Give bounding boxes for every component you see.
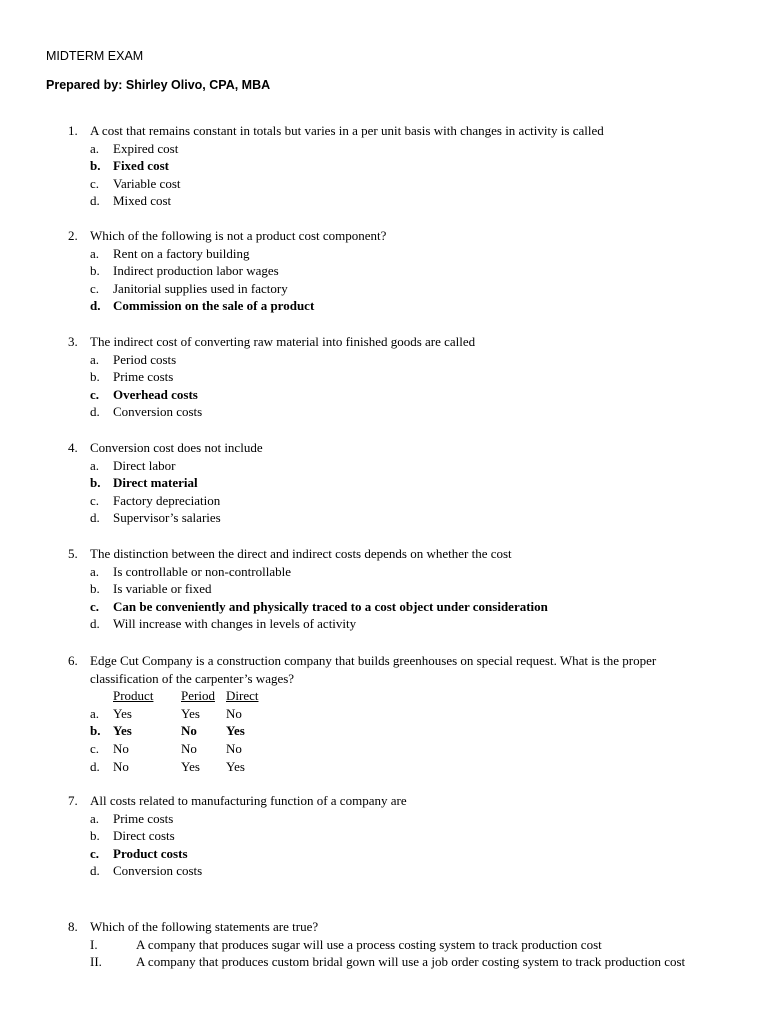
option-c-correct: c. Product costs (90, 845, 188, 861)
option-b: b. Direct costs (90, 828, 175, 844)
question-text-line-1: Edge Cut Company is a construction company that builds greenhouses on special request. What is the proper (90, 653, 657, 668)
option-b: b. Prime costs (90, 369, 174, 385)
question-text: Conversion cost does not include (90, 440, 263, 455)
header-period: Period (181, 688, 215, 704)
statement-2: II. A company that produces custom bridal gown will use a job order costing system to track production cost (90, 954, 686, 970)
question-5 (0, 545, 768, 633)
question-text: Which of the following statements are true? (90, 919, 319, 934)
prepared-by: Prepared by: Shirley Olivo, CPA, MBA (46, 78, 271, 92)
option-c-correct: c. Overhead costs (90, 386, 198, 402)
question-number: 1. (68, 123, 78, 138)
question-2 (0, 227, 768, 315)
option-d: d. Supervisor’s salaries (90, 510, 221, 526)
option-a: a. Period costs (90, 351, 177, 367)
option-c-correct: c. Can be conveniently and physically traced to a cost object under consideration (90, 598, 548, 614)
option-a: a. Direct labor (90, 457, 176, 473)
question-6 (0, 652, 768, 775)
question-3 (0, 333, 768, 421)
option-c: c. Variable cost (90, 175, 181, 191)
question-number: 2. (68, 228, 78, 243)
question-number: 5. (68, 546, 78, 561)
option-b: b. Indirect production labor wages (90, 263, 279, 279)
question-8 (0, 918, 768, 971)
question-4 (0, 439, 768, 527)
question-number: 4. (68, 440, 78, 455)
option-d: d. No Yes Yes (90, 758, 245, 774)
option-c: c. Factory depreciation (90, 492, 221, 508)
question-text: All costs related to manufacturing function of a company are (90, 793, 407, 808)
option-b-correct: b. Yes No Yes (90, 723, 245, 739)
question-text: The distinction between the direct and indirect costs depends on whether the cost (90, 546, 512, 561)
header-product: Product (113, 688, 154, 704)
table-header-row (0, 687, 768, 705)
question-number: 7. (68, 793, 78, 808)
exam-title: MIDTERM EXAM (46, 49, 144, 63)
option-a: a. Rent on a factory building (90, 245, 250, 261)
option-b: b. Is variable or fixed (90, 581, 212, 597)
option-a: a. Is controllable or non-controllable (90, 563, 291, 579)
option-a: a. Yes Yes No (90, 705, 242, 721)
question-number: 8. (68, 919, 78, 934)
option-b-correct: b. Fixed cost (90, 158, 169, 174)
question-number: 6. (68, 653, 78, 668)
option-a: a. Expired cost (90, 140, 179, 156)
option-d: d. Mixed cost (90, 193, 172, 209)
option-c: c. Janitorial supplies used in factory (90, 280, 288, 296)
option-d: d. Conversion costs (90, 404, 203, 420)
question-number: 3. (68, 334, 78, 349)
question-text: A cost that remains constant in totals but varies in a per unit basis with changes in activity is called (90, 123, 604, 138)
question-text: Which of the following is not a product cost component? (90, 228, 387, 243)
option-d-correct: d. Commission on the sale of a product (90, 298, 315, 314)
header-direct: Direct (226, 688, 259, 704)
question-text-line-2: classification of the carpenter’s wages? (90, 670, 295, 686)
option-d: d. Conversion costs (90, 863, 203, 879)
option-b-correct: b. Direct material (90, 475, 198, 491)
statement-1: I. A company that produces sugar will use a process costing system to track production cost (90, 936, 602, 952)
option-d: d. Will increase with changes in levels of activity (90, 616, 357, 632)
option-c: c. No No No (90, 740, 242, 756)
question-text: The indirect cost of converting raw material into finished goods are called (90, 334, 476, 349)
question-7 (0, 792, 768, 880)
option-a: a. Prime costs (90, 810, 174, 826)
question-1 (0, 122, 768, 210)
